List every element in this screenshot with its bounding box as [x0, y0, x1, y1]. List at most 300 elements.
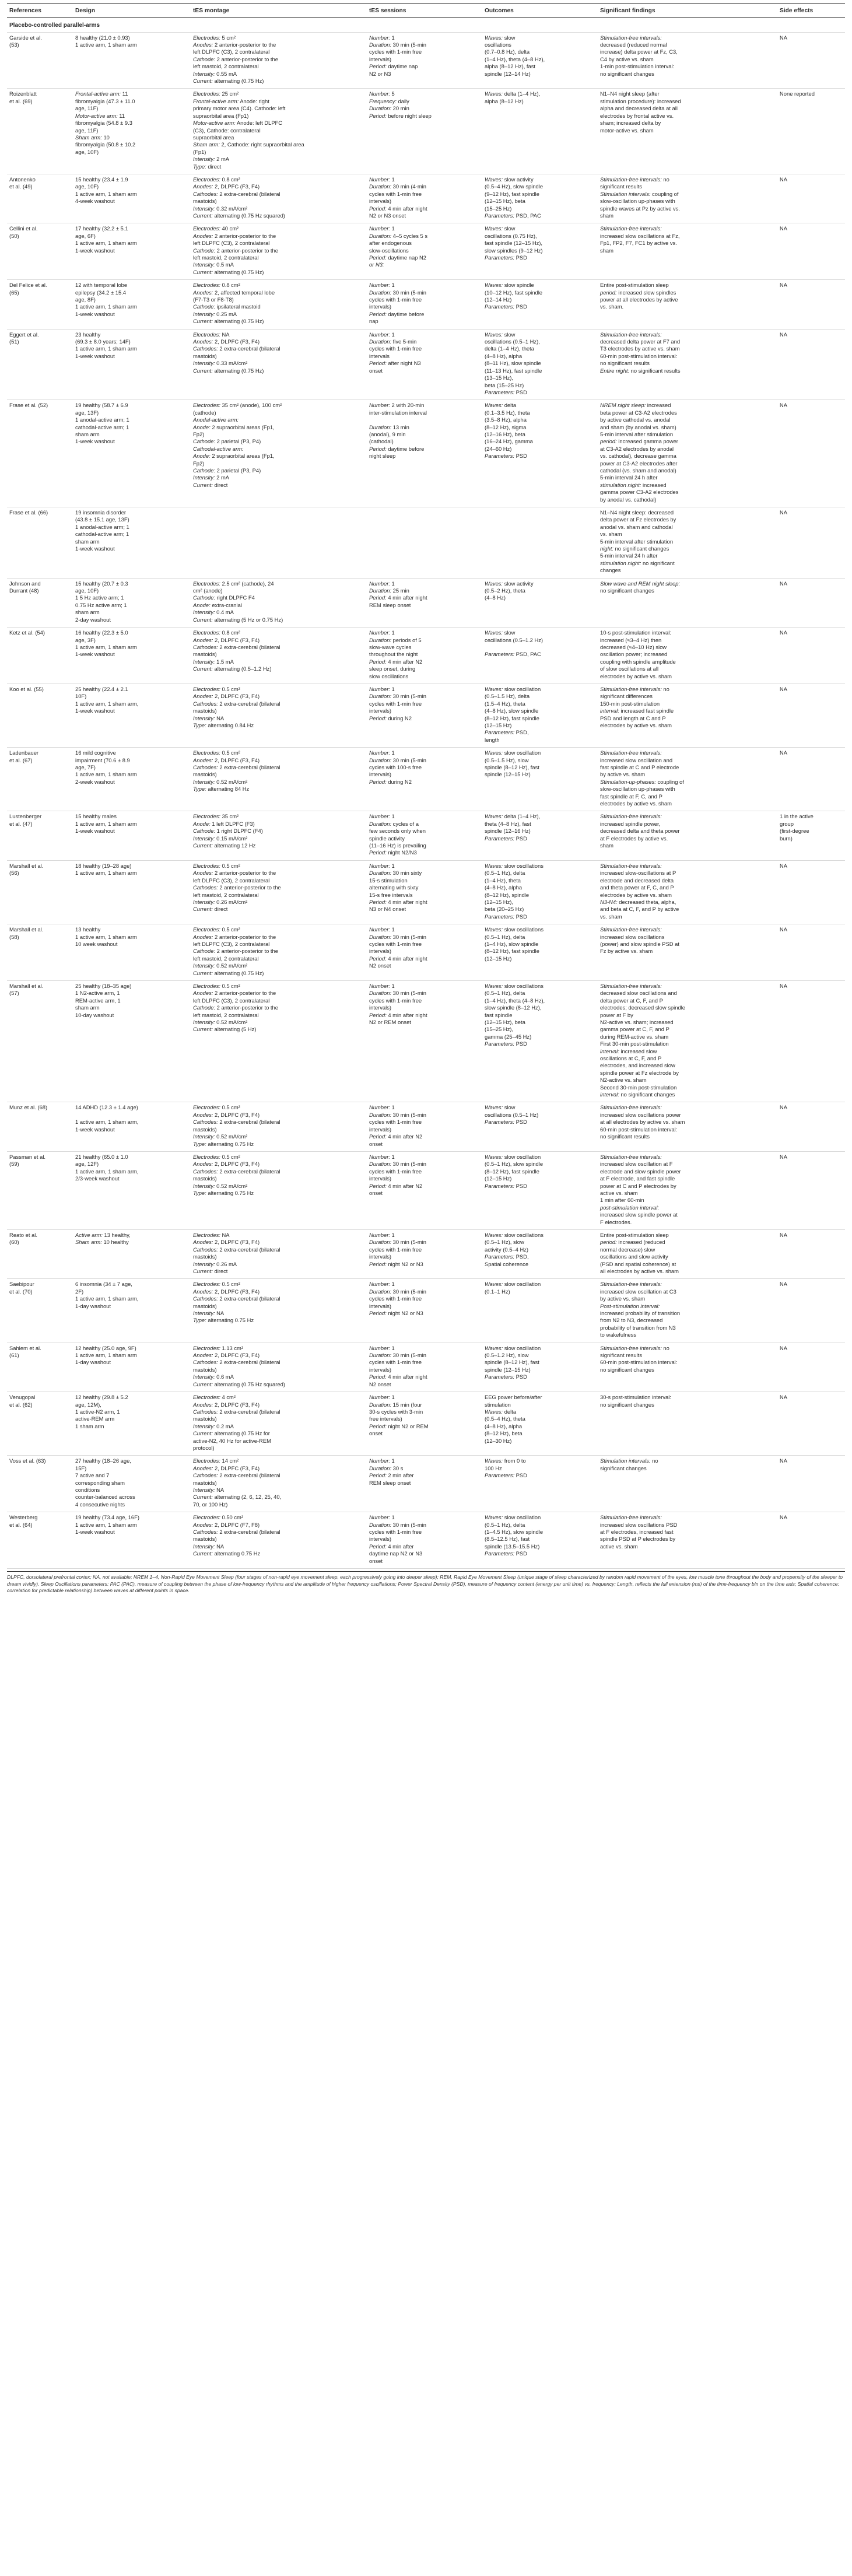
cell-line: Fz by active vs. sham	[600, 948, 653, 955]
cell-findings	[598, 1392, 777, 1456]
header-significant-findings: Significant findings	[598, 4, 777, 18]
cell-line: Type: alternating 0.84 Hz	[193, 721, 254, 728]
cell-line: fast spindle at F, C, and P	[600, 793, 662, 800]
cell-line: (0.5–1.5 Hz), slow	[485, 756, 529, 763]
cell-line: et al. (47)	[9, 820, 33, 827]
cell-line: Duration: 20 min	[369, 105, 409, 112]
cell-line: Westerberg	[9, 1514, 38, 1521]
cell-line: NA	[780, 1104, 788, 1111]
cell-line: corresponding sham	[75, 1479, 125, 1486]
cell-line: electrodes by frontal active vs.	[600, 112, 674, 119]
cell-line: Cathode: right DLPFC F4	[193, 594, 255, 601]
cell-design	[73, 223, 191, 280]
cell-line: Stimulation intervals: coupling of	[600, 190, 679, 197]
cell-line: 10-s post-stimulation interval:	[600, 629, 671, 636]
cell-line: Duration: 4–5 cycles 5 s	[369, 232, 428, 239]
cell-outcomes	[482, 1102, 598, 1151]
cell-line: fast spindle	[485, 1011, 513, 1018]
cell-design	[73, 1512, 191, 1569]
cell-line: Cathodes: 2 extra-cerebral (bilateral	[193, 1246, 281, 1253]
cell-line: Number: 1	[369, 982, 395, 989]
header-design: Design	[73, 4, 191, 18]
cell-line: NA	[780, 1153, 788, 1160]
cell-line: spindle (12–14 Hz)	[485, 70, 531, 77]
cell-line: Frase et al. (66)	[9, 509, 48, 516]
cell-outcomes	[482, 1456, 598, 1512]
cell-line: 60-min post-stimulation interval:	[600, 1359, 678, 1366]
cell-line: throughout the night	[369, 651, 418, 658]
cell-reference	[7, 1512, 73, 1569]
cell-line: Anodes: 2, affected temporal lobe	[193, 289, 275, 296]
cell-line: vs. sham.	[600, 303, 624, 310]
table-row	[7, 400, 845, 507]
cell-line: (1–4 Hz), theta (4–8 Hz),	[485, 55, 545, 62]
cell-reference	[7, 1229, 73, 1278]
cell-line: 1 active arm, 1 sham arm	[75, 190, 137, 197]
cell-line: spindle (12–15 Hz)	[485, 1366, 531, 1373]
cell-line: Stimulation-free intervals:	[600, 982, 662, 989]
cell-line: First 30-min post-stimulation	[600, 1040, 669, 1047]
cell-findings	[598, 1512, 777, 1569]
cell-line: 2-week washout	[75, 778, 115, 785]
cell-line: cycles with 1-min free	[369, 940, 422, 947]
cell-design	[73, 1229, 191, 1278]
cell-line: NA	[780, 1231, 788, 1238]
cell-line: Intensity: 0.15 mA/cm²	[193, 835, 248, 842]
cell-line: Electrodes: 0.8 cm²	[193, 629, 240, 636]
cell-line: Cathode: 2 parietal (P3, P4)	[193, 438, 261, 445]
cell-line: electrodes, and increased slow	[600, 1062, 675, 1069]
cell-line: 15 healthy males	[75, 813, 117, 820]
cell-line: Number: 1	[369, 1514, 395, 1521]
cell-line: fibromyalgia (47.3 ± 11.0	[75, 97, 135, 104]
cell-line: oscillation power; increased	[600, 651, 668, 658]
cell-line: Period: 4 min after N2	[369, 1133, 423, 1140]
cell-line: (power) and slow spindle PSD at	[600, 940, 680, 947]
cell-line: 1 5 Hz active arm; 1	[75, 594, 124, 601]
cell-design	[73, 628, 191, 684]
cell-line: N2 onset	[369, 962, 391, 969]
cell-line: Motor-active arm: 11	[75, 112, 125, 119]
cell-line: NA	[780, 982, 788, 989]
cell-line: beta (15–25 Hz)	[485, 381, 524, 388]
cell-line: Frontal-active arm: Anode: right	[193, 97, 269, 104]
cell-line: 1-week washout	[75, 352, 115, 359]
cell-line: Period: daytime before	[369, 445, 425, 452]
cell-line: Anode: 1 left DLPFC (F3)	[193, 820, 255, 827]
cell-line: Electrodes: 25 cm²	[193, 90, 239, 97]
cell-line: epilepsy (34.2 ± 15.4	[75, 289, 126, 296]
cell-line: 1 active arm, 1 sham arm	[75, 240, 137, 247]
cell-montage	[191, 280, 367, 329]
cell-line: theta (4–8 Hz), fast	[485, 820, 531, 827]
cell-line: 17 healthy (32.2 ± 5.1	[75, 225, 128, 232]
cell-side-effects	[777, 400, 845, 507]
cell-line: no significant changes	[600, 1401, 654, 1408]
section-row	[7, 18, 845, 32]
cell-line: Duration: 30 min (5-min	[369, 990, 426, 997]
cell-line: Waves: slow	[485, 225, 516, 232]
cell-side-effects	[777, 32, 845, 89]
cell-montage	[191, 1392, 367, 1456]
cell-design	[73, 1151, 191, 1229]
cell-line: et al. (64)	[9, 1521, 33, 1528]
cell-design	[73, 1392, 191, 1456]
cell-line: mastoids)	[193, 1415, 217, 1422]
cell-line: age, 10F)	[75, 587, 99, 594]
cell-line: by active cathodal vs. anodal	[600, 416, 671, 423]
cell-reference	[7, 1102, 73, 1151]
cell-line: from N2 to N3, decreased	[600, 1317, 663, 1324]
cell-line: Waves: slow oscillation	[485, 1344, 541, 1351]
cell-line: Stimulation-free intervals:	[600, 1104, 662, 1111]
cell-line: 1 active-N2 arm, 1	[75, 1408, 120, 1415]
cell-line: age, 12M),	[75, 1401, 101, 1408]
cell-outcomes	[482, 980, 598, 1102]
cell-line: Cathode: 2 anterior-posterior to the	[193, 1004, 278, 1011]
cell-line: Munz et al. (68)	[9, 1104, 48, 1111]
cell-line: age, 3F)	[75, 636, 96, 643]
cell-line: mastoids)	[193, 1366, 217, 1373]
cell-montage	[191, 400, 367, 507]
cell-line: Period: daytime nap N2	[369, 254, 426, 261]
cell-line: Cathodes: 2 anterior-posterior to the	[193, 884, 281, 891]
cell-line: Duration: 30 min (4-min	[369, 183, 426, 190]
cell-design	[73, 811, 191, 860]
cell-line: period: increased gamma power	[600, 438, 678, 445]
cell-line: Duration: 30 min (5-min	[369, 289, 426, 296]
cell-line: 1-week washout	[75, 651, 115, 658]
cell-line: motor-active vs. sham	[600, 127, 654, 134]
cell-line: slow-oscillation up-phases with	[600, 198, 675, 205]
cell-line: 1-day washout	[75, 1359, 111, 1366]
cell-line: slow spindle (8–12 Hz),	[485, 1004, 542, 1011]
cell-sessions	[367, 32, 482, 89]
studies-table	[7, 3, 845, 1569]
cell-line: (8–12 Hz), fast spindle	[485, 714, 539, 721]
cell-line: interval: no significant changes	[600, 1091, 675, 1098]
cell-line: (50)	[9, 232, 19, 239]
cell-line: (4–8 Hz)	[485, 594, 506, 601]
cell-line: 27 healthy (18–26 age,	[75, 1457, 131, 1464]
cell-line: 19 insomnia disorder	[75, 509, 127, 516]
cell-line: Marshall et al.	[9, 926, 44, 933]
cell-outcomes	[482, 223, 598, 280]
cell-montage	[191, 1102, 367, 1151]
cell-line: (cathode)	[193, 409, 216, 416]
cell-line: Number: 1	[369, 1457, 395, 1464]
cell-line: (0.5–1 Hz), delta	[485, 1521, 525, 1528]
cell-line: Current: alternating (0.75 Hz)	[193, 367, 264, 374]
cell-line: onset	[369, 1430, 383, 1437]
table-row	[7, 1456, 845, 1512]
cell-line: 1-week washout	[75, 438, 115, 445]
cell-reference	[7, 507, 73, 579]
cell-line: N2 or N3	[369, 70, 391, 77]
cell-sessions	[367, 1392, 482, 1456]
cell-line: no significant changes	[600, 1366, 654, 1373]
cell-montage	[191, 578, 367, 627]
cell-line: alpha and decreased delta at all	[600, 105, 678, 112]
cell-line: increased slow oscillations PSD	[600, 1521, 678, 1528]
cell-line: Type: alternating 0.75 Hz	[193, 1140, 254, 1147]
cell-line: Current: alternating 0.75 Hz	[193, 1550, 261, 1557]
cell-montage	[191, 980, 367, 1102]
cell-line: (59)	[9, 1161, 19, 1168]
cell-design	[73, 89, 191, 174]
cell-sessions	[367, 1229, 482, 1278]
cell-outcomes	[482, 860, 598, 924]
cell-line: (15–25 Hz)	[485, 205, 512, 212]
cell-line: increased slow-oscillations at P	[600, 870, 676, 877]
cell-line: mastoids)	[193, 651, 217, 658]
cell-line: 25 healthy (18–35 age)	[75, 982, 132, 989]
cell-line: intervals)	[369, 948, 392, 955]
cell-findings	[598, 748, 777, 811]
cell-line: Frase et al. (52)	[9, 402, 48, 409]
cell-line: NA	[780, 176, 788, 183]
cell-line: Waves: slow oscillation	[485, 1514, 541, 1521]
cell-line: at F electrode, and fast spindle	[600, 1175, 675, 1182]
cell-line: Venugopal	[9, 1394, 36, 1401]
cell-line: cycles with 1-min free	[369, 48, 422, 55]
cell-line: mastoids)	[193, 771, 217, 778]
cell-line: 60-min post-stimulation interval:	[600, 352, 678, 359]
cell-line: (65)	[9, 289, 19, 296]
cell-findings	[598, 811, 777, 860]
cell-line: 1 active arm, 1 sham arm	[75, 771, 137, 778]
cell-line: Period: before night sleep	[369, 112, 432, 119]
cell-line: Intensity: 0.52 mA/cm²	[193, 962, 248, 969]
cell-line: Current: direct	[193, 1268, 228, 1275]
cell-line: decreased delta and theta power	[600, 828, 680, 835]
cell-line: NREM night sleep: increased	[600, 402, 671, 409]
header-references: References	[7, 4, 73, 18]
cell-line: Duration: 30 min (5-min	[369, 693, 426, 700]
cell-line: cycles with 1-min free	[369, 997, 422, 1004]
cell-reference	[7, 32, 73, 89]
table-row	[7, 89, 845, 174]
cell-line: Duration: 15 min (four	[369, 1401, 422, 1408]
cell-side-effects	[777, 860, 845, 924]
cell-line: (8–12 Hz), sigma	[485, 423, 527, 430]
cell-line: Electrodes: 0.5 cm²	[193, 685, 240, 692]
cell-line: Period: after night N3	[369, 360, 421, 367]
cell-line: 1-week washout	[75, 1529, 115, 1536]
cell-line: Cathodes: 2 extra-cerebral (bilateral	[193, 700, 281, 707]
cell-line: Waves: slow oscillations	[485, 926, 544, 933]
cell-line: 30-s post-stimulation interval:	[600, 1394, 671, 1401]
cell-side-effects	[777, 174, 845, 223]
cell-line: age, 11F)	[75, 127, 99, 134]
cell-line: increased slow oscillation at F	[600, 1161, 673, 1168]
cell-line: stimulation	[485, 1401, 511, 1408]
cell-line: active vs. sham	[600, 1543, 638, 1550]
cell-line: Waves: slow	[485, 1104, 516, 1111]
cell-line: Antonenko	[9, 176, 36, 183]
cell-line: N2 or N3 onset	[369, 212, 406, 219]
cell-line: Sham arm: 10 healthy	[75, 1239, 129, 1246]
cell-line: Intensity: 0.2 mA	[193, 1422, 234, 1429]
cell-montage	[191, 924, 367, 981]
cell-line: 1 active arm, 1 sham arm	[75, 345, 137, 352]
cell-outcomes	[482, 1279, 598, 1343]
cell-line: Waves: delta	[485, 1408, 517, 1415]
cell-line: NA	[780, 685, 788, 692]
cell-line: NA	[780, 580, 788, 587]
cell-line: Anodes: 2 anterior-posterior to the	[193, 933, 276, 940]
cell-line: Waves: slow oscillations	[485, 982, 544, 989]
cell-line: NA	[780, 749, 788, 756]
cell-line: (0.5–1 Hz), delta	[485, 990, 525, 997]
cell-outcomes	[482, 400, 598, 507]
cell-line: Anodes: 2, DLPFC (F3, F4)	[193, 1288, 260, 1295]
cell-line: 15 healthy (23.4 ± 1.9	[75, 176, 128, 183]
cell-line: Anodes: 2, DLPFC (F3, F4)	[193, 1401, 260, 1408]
cell-line: NA	[780, 331, 788, 338]
cell-montage	[191, 1456, 367, 1512]
cell-line: (first-degree	[780, 828, 809, 835]
cell-line: NA	[780, 34, 788, 41]
cell-line: Waves: slow oscillation	[485, 1153, 541, 1160]
cell-line: Fp2)	[193, 460, 205, 467]
cell-line: Anodes: 2 anterior-posterior to the	[193, 41, 276, 48]
cell-line: 18 healthy (19–28 age)	[75, 862, 132, 869]
cell-line: active-REM arm	[75, 1415, 115, 1422]
cell-line: no significant results	[600, 1133, 650, 1140]
cell-line: fibromyalgia (50.8 ± 10.2	[75, 141, 136, 148]
cell-line: 1-week washout	[75, 828, 115, 835]
cell-line: by active vs. sham	[600, 771, 646, 778]
cell-line: Electrodes: 0.8 cm²	[193, 282, 240, 289]
cell-line: interval: increased slow	[600, 1047, 657, 1054]
cell-line: Current: alternating (0.75 Hz)	[193, 318, 264, 325]
cell-line: group	[780, 820, 794, 827]
cell-montage	[191, 1151, 367, 1229]
cell-line: Stimulation-free intervals:	[600, 813, 662, 820]
cell-line: alternating with sixty	[369, 884, 419, 891]
table-row	[7, 1102, 845, 1151]
table-row	[7, 628, 845, 684]
cell-line: after endogenous	[369, 240, 412, 247]
cell-line: alpha (8–12 Hz)	[485, 97, 524, 104]
cell-line: Stimulation-free intervals:	[600, 862, 662, 869]
cell-line: N2 onset	[369, 1380, 391, 1387]
cell-montage	[191, 628, 367, 684]
cell-line: beta power at C3-A2 electrodes	[600, 409, 677, 416]
cell-line: Current: direct	[193, 481, 228, 488]
cell-line: mastoids)	[193, 198, 217, 205]
cell-line: 19 healthy (73.4 age, 16F)	[75, 1514, 139, 1521]
cell-design	[73, 174, 191, 223]
cell-line: Cathodes: 2 extra-cerebral (bilateral	[193, 764, 281, 771]
cell-line: Active arm: 13 healthy,	[75, 1231, 131, 1238]
cell-line: 100 Hz	[485, 1464, 502, 1471]
cell-line: Current: alternating 12 Hz	[193, 842, 256, 849]
cell-line: increased (≈3–4 Hz) then	[600, 636, 662, 643]
cell-line: Cathodes: 2 extra-cerebral (bilateral	[193, 1295, 281, 1302]
cell-line: (0.1–1 Hz)	[485, 1288, 510, 1295]
cell-line: sham arm	[75, 430, 100, 437]
cell-line: Intensity: 2 mA	[193, 474, 230, 481]
cell-line: Post-stimulation interval:	[600, 1302, 660, 1309]
cell-line: onset	[369, 367, 383, 374]
cell-outcomes	[482, 748, 598, 811]
cell-findings	[598, 32, 777, 89]
cell-line: (12–15 Hz)	[485, 721, 512, 728]
cell-line: Electrodes: 1.13 cm²	[193, 1344, 243, 1351]
cell-line: spindle power at Fz electrode by	[600, 1069, 679, 1076]
cell-line: Anodes: 2, DLPFC (F3, F4)	[193, 1239, 260, 1246]
cell-line: Waves: slow oscillation	[485, 685, 541, 692]
cell-line: active vs. sham	[600, 1189, 638, 1196]
cell-line: 12 with temporal lobe	[75, 282, 128, 289]
table-row	[7, 1392, 845, 1456]
cell-line: daytime nap N2 or N3	[369, 1550, 423, 1557]
cell-line: Duration: periods of 5	[369, 636, 422, 643]
cell-design	[73, 980, 191, 1102]
cell-side-effects	[777, 1512, 845, 1569]
cell-line: alpha (8–12 Hz), fast	[485, 63, 536, 70]
cell-line: Electrodes: NA	[193, 331, 230, 338]
cell-line: Stimulation-free intervals:	[600, 1514, 662, 1521]
cell-line: (0.1–3.5 Hz), theta	[485, 409, 530, 416]
cell-line	[485, 644, 594, 651]
cell-line: vs. sham	[600, 913, 622, 920]
cell-line: (10–12 Hz), fast spindle	[485, 289, 543, 296]
cell-line: (11–16 Hz) is prevailing	[369, 842, 426, 849]
cell-line: 1 active arm, 1 sham arm	[75, 643, 137, 650]
cell-montage	[191, 32, 367, 89]
cell-line: cm² (anode)	[193, 587, 223, 594]
cell-line: Number: 1	[369, 685, 395, 692]
cell-line: left mastoid, 2 contralateral	[193, 955, 259, 962]
table-row	[7, 1343, 845, 1392]
cell-side-effects	[777, 748, 845, 811]
cell-line: gamma (25–45 Hz)	[485, 1033, 532, 1040]
cell-line: intervals)	[369, 1302, 392, 1309]
cell-line: cycles with 1-min free	[369, 1529, 422, 1536]
cell-line: Anodes: 2, DLPFC (F3, F4)	[193, 636, 260, 643]
cell-line: Second 30-min post-stimulation	[600, 1084, 677, 1091]
cell-line: Anode: 2 supraorbital areas (Fp1,	[193, 423, 275, 430]
cell-line: 6 insomnia (34 ± 7 age,	[75, 1281, 132, 1288]
cell-line: 1 min after 60-min	[600, 1197, 644, 1204]
cell-line: Current: alternating (5 Hz or 0.75 Hz)	[193, 616, 283, 623]
cell-line: fibromyalgia (54.8 ± 9.3	[75, 120, 132, 127]
cell-findings	[598, 924, 777, 981]
cell-line: (8–12 Hz), fast spindle	[485, 1168, 539, 1175]
cell-side-effects	[777, 980, 845, 1102]
cell-line: cycles with 1-min free	[369, 1359, 422, 1366]
cell-line: (51)	[9, 338, 19, 345]
table-row	[7, 1279, 845, 1343]
cell-line: Anodes: 2, DLPFC (F3, F4)	[193, 183, 260, 190]
cell-design	[73, 1456, 191, 1512]
cell-line: Parameters: PSD	[485, 254, 527, 261]
cell-side-effects	[777, 811, 845, 860]
cell-line: Period: during N2	[369, 778, 412, 785]
cell-line	[369, 416, 479, 423]
cell-line: 15F)	[75, 1464, 87, 1471]
cell-reference	[7, 1151, 73, 1229]
cell-line: impairment (70.6 ± 8.9	[75, 756, 130, 763]
cell-line: 16 healthy (22.3 ± 5.0	[75, 629, 128, 636]
table-row	[7, 280, 845, 329]
cell-line: Stimulation-free intervals:	[600, 1153, 662, 1160]
cell-line: Intensity: 0.33 mA/cm²	[193, 360, 248, 367]
cell-line: Intensity: 0.25 mA	[193, 310, 237, 317]
